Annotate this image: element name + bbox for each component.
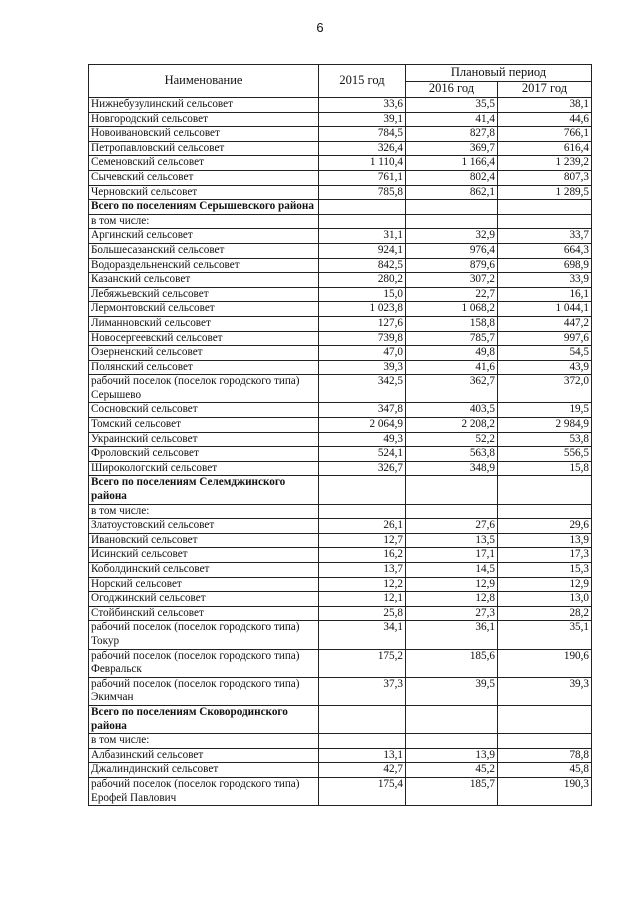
value-2016 — [406, 734, 498, 749]
value-2016: 35,5 — [406, 98, 498, 113]
table-row — [89, 621, 592, 649]
value-2015 — [319, 504, 406, 519]
header-2016: 2016 год — [406, 81, 498, 98]
value-2015: 13,1 — [319, 748, 406, 763]
row-name: Новосергеевский сельсовет — [89, 331, 319, 346]
value-2017: 15,8 — [498, 461, 592, 476]
table-row — [89, 127, 592, 142]
value-2017: 766,1 — [498, 127, 592, 142]
value-2015: 784,5 — [319, 127, 406, 142]
value-2016: 307,2 — [406, 273, 498, 288]
value-2015: 175,4 — [319, 777, 406, 805]
value-2016: 49,8 — [406, 346, 498, 361]
row-name: Новоивановский сельсовет — [89, 127, 319, 142]
table-body — [89, 98, 592, 806]
table-row — [89, 432, 592, 447]
table-row — [89, 258, 592, 273]
table-row — [89, 229, 592, 244]
value-2017: 44,6 — [498, 112, 592, 127]
value-2017: 13,9 — [498, 533, 592, 548]
row-name: Озерненский сельсовет — [89, 346, 319, 361]
row-name: в том числе: — [89, 504, 319, 519]
value-2017 — [498, 200, 592, 215]
value-2017: 698,9 — [498, 258, 592, 273]
value-2017: 33,7 — [498, 229, 592, 244]
table-row — [89, 346, 592, 361]
value-2015: 12,7 — [319, 533, 406, 548]
value-2016: 1 068,2 — [406, 302, 498, 317]
value-2016: 27,3 — [406, 606, 498, 621]
value-2017: 372,0 — [498, 375, 592, 403]
row-name: Стойбинский сельсовет — [89, 606, 319, 621]
value-2016: 39,5 — [406, 677, 498, 705]
value-2015: 16,2 — [319, 548, 406, 563]
value-2017: 1 239,2 — [498, 156, 592, 171]
value-2015: 13,7 — [319, 563, 406, 578]
value-2016: 36,1 — [406, 621, 498, 649]
value-2015: 739,8 — [319, 331, 406, 346]
table-row — [89, 447, 592, 462]
value-2015: 785,8 — [319, 185, 406, 200]
row-name: Норский сельсовет — [89, 577, 319, 592]
value-2017: 78,8 — [498, 748, 592, 763]
row-name: Большесазанский сельсовет — [89, 243, 319, 258]
value-2016: 976,4 — [406, 243, 498, 258]
row-name: Украинский сельсовет — [89, 432, 319, 447]
table-row — [89, 316, 592, 331]
value-2017: 616,4 — [498, 141, 592, 156]
value-2016: 563,8 — [406, 447, 498, 462]
value-2016: 32,9 — [406, 229, 498, 244]
value-2017: 12,9 — [498, 577, 592, 592]
value-2015: 1 110,4 — [319, 156, 406, 171]
row-name: рабочий поселок (поселок городского типа) Токур — [89, 621, 319, 649]
value-2016: 862,1 — [406, 185, 498, 200]
value-2016 — [406, 476, 498, 504]
value-2015: 33,6 — [319, 98, 406, 113]
value-2016 — [406, 200, 498, 215]
header-2017: 2017 год — [498, 81, 592, 98]
value-2017: 19,5 — [498, 403, 592, 418]
value-2015: 842,5 — [319, 258, 406, 273]
row-name: Всего по поселениям Селемджинского района — [89, 476, 319, 504]
value-2016: 52,2 — [406, 432, 498, 447]
row-name: Петропавловский сельсовет — [89, 141, 319, 156]
value-2016 — [406, 214, 498, 229]
value-2016: 17,1 — [406, 548, 498, 563]
table-row — [89, 677, 592, 705]
row-name: Джалиндинский сельсовет — [89, 763, 319, 778]
row-name: Огоджинский сельсовет — [89, 592, 319, 607]
row-name: рабочий поселок (поселок городского типа) Февральск — [89, 649, 319, 677]
value-2017: 997,6 — [498, 331, 592, 346]
value-2017: 43,9 — [498, 360, 592, 375]
value-2015 — [319, 734, 406, 749]
row-name: в том числе: — [89, 734, 319, 749]
value-2016: 185,7 — [406, 777, 498, 805]
row-name: рабочий поселок (поселок городского типа) Серышево — [89, 375, 319, 403]
value-2016: 1 166,4 — [406, 156, 498, 171]
table-row — [89, 533, 592, 548]
header-plan-period: Плановый период — [406, 65, 592, 82]
table-row — [89, 156, 592, 171]
value-2017: 29,6 — [498, 519, 592, 534]
value-2015: 761,1 — [319, 170, 406, 185]
table-row — [89, 214, 592, 229]
row-name: Фроловский сельсовет — [89, 447, 319, 462]
row-name: Водораздельненский сельсовет — [89, 258, 319, 273]
value-2015: 39,3 — [319, 360, 406, 375]
table-row — [89, 606, 592, 621]
table-row — [89, 403, 592, 418]
value-2015: 37,3 — [319, 677, 406, 705]
value-2017: 807,3 — [498, 170, 592, 185]
value-2015: 26,1 — [319, 519, 406, 534]
value-2016: 41,6 — [406, 360, 498, 375]
row-name: Новгородский сельсовет — [89, 112, 319, 127]
row-name: Исинский сельсовет — [89, 548, 319, 563]
value-2016: 41,4 — [406, 112, 498, 127]
value-2015: 25,8 — [319, 606, 406, 621]
value-2017: 1 289,5 — [498, 185, 592, 200]
table-row — [89, 273, 592, 288]
value-2016: 362,7 — [406, 375, 498, 403]
value-2017: 39,3 — [498, 677, 592, 705]
row-name: Черновский сельсовет — [89, 185, 319, 200]
value-2015: 524,1 — [319, 447, 406, 462]
value-2015: 42,7 — [319, 763, 406, 778]
table-row — [89, 170, 592, 185]
value-2016: 158,8 — [406, 316, 498, 331]
page-number: 6 — [316, 20, 324, 35]
value-2016: 13,9 — [406, 748, 498, 763]
value-2017: 664,3 — [498, 243, 592, 258]
table-row — [89, 360, 592, 375]
value-2015: 39,1 — [319, 112, 406, 127]
table-row — [89, 577, 592, 592]
value-2015: 326,7 — [319, 461, 406, 476]
table-row — [89, 375, 592, 403]
table-row — [89, 302, 592, 317]
row-name: Казанский сельсовет — [89, 273, 319, 288]
table-row — [89, 331, 592, 346]
value-2017: 38,1 — [498, 98, 592, 113]
value-2015 — [319, 200, 406, 215]
value-2017: 28,2 — [498, 606, 592, 621]
table-row — [89, 548, 592, 563]
row-name: Албазинский сельсовет — [89, 748, 319, 763]
row-name: Широкологский сельсовет — [89, 461, 319, 476]
value-2017: 556,5 — [498, 447, 592, 462]
value-2017 — [498, 504, 592, 519]
value-2017: 17,3 — [498, 548, 592, 563]
value-2015: 12,1 — [319, 592, 406, 607]
table-row — [89, 243, 592, 258]
row-name: Томский сельсовет — [89, 418, 319, 433]
header-name: Наименование — [89, 65, 319, 98]
value-2015: 342,5 — [319, 375, 406, 403]
group-header-row — [89, 476, 592, 504]
table-row — [89, 592, 592, 607]
row-name: Всего по поселениям Сковородинского района — [89, 705, 319, 733]
row-name: в том числе: — [89, 214, 319, 229]
value-2015 — [319, 476, 406, 504]
row-name: Коболдинский сельсовет — [89, 563, 319, 578]
row-name: Лиманновский сельсовет — [89, 316, 319, 331]
table-row — [89, 418, 592, 433]
value-2016 — [406, 504, 498, 519]
table-row — [89, 112, 592, 127]
table-row — [89, 519, 592, 534]
value-2017: 190,6 — [498, 649, 592, 677]
value-2016: 12,9 — [406, 577, 498, 592]
table-row — [89, 287, 592, 302]
value-2017 — [498, 734, 592, 749]
value-2017: 53,8 — [498, 432, 592, 447]
value-2017: 190,3 — [498, 777, 592, 805]
value-2015: 34,1 — [319, 621, 406, 649]
value-2017 — [498, 214, 592, 229]
value-2015: 49,3 — [319, 432, 406, 447]
value-2016: 13,5 — [406, 533, 498, 548]
value-2015: 347,8 — [319, 403, 406, 418]
row-name: Златоустовский сельсовет — [89, 519, 319, 534]
table-row — [89, 649, 592, 677]
value-2015: 924,1 — [319, 243, 406, 258]
row-name: Сычевский сельсовет — [89, 170, 319, 185]
value-2017 — [498, 705, 592, 733]
value-2017: 35,1 — [498, 621, 592, 649]
table-row — [89, 763, 592, 778]
value-2015: 1 023,8 — [319, 302, 406, 317]
table-row — [89, 461, 592, 476]
value-2015: 326,4 — [319, 141, 406, 156]
value-2016: 14,5 — [406, 563, 498, 578]
table-header — [89, 65, 592, 98]
table-row — [89, 141, 592, 156]
row-name: Полянский сельсовет — [89, 360, 319, 375]
row-name: Всего по поселениям Серышевского района — [89, 200, 319, 215]
value-2017: 33,9 — [498, 273, 592, 288]
row-name: Нижнебузулинский сельсовет — [89, 98, 319, 113]
row-name: Семеновский сельсовет — [89, 156, 319, 171]
group-header-row — [89, 705, 592, 733]
budget-table — [88, 64, 592, 806]
value-2015: 12,2 — [319, 577, 406, 592]
value-2015 — [319, 705, 406, 733]
value-2015: 280,2 — [319, 273, 406, 288]
value-2015 — [319, 214, 406, 229]
value-2017: 45,8 — [498, 763, 592, 778]
value-2017: 15,3 — [498, 563, 592, 578]
header-2015: 2015 год — [319, 65, 406, 98]
value-2016: 348,9 — [406, 461, 498, 476]
table-row — [89, 504, 592, 519]
value-2017: 1 044,1 — [498, 302, 592, 317]
value-2017: 54,5 — [498, 346, 592, 361]
value-2015: 175,2 — [319, 649, 406, 677]
value-2016: 879,6 — [406, 258, 498, 273]
value-2016: 45,2 — [406, 763, 498, 778]
value-2017: 447,2 — [498, 316, 592, 331]
value-2016: 185,6 — [406, 649, 498, 677]
table-row — [89, 98, 592, 113]
value-2016: 802,4 — [406, 170, 498, 185]
row-name: Сосновский сельсовет — [89, 403, 319, 418]
value-2016: 785,7 — [406, 331, 498, 346]
value-2017: 16,1 — [498, 287, 592, 302]
value-2016: 2 208,2 — [406, 418, 498, 433]
row-name: Ивановский сельсовет — [89, 533, 319, 548]
value-2016: 827,8 — [406, 127, 498, 142]
row-name: Аргинский сельсовет — [89, 229, 319, 244]
value-2016 — [406, 705, 498, 733]
table-row — [89, 185, 592, 200]
value-2015: 31,1 — [319, 229, 406, 244]
table-row — [89, 777, 592, 805]
value-2015: 127,6 — [319, 316, 406, 331]
row-name: Лермонтовский сельсовет — [89, 302, 319, 317]
value-2015: 15,0 — [319, 287, 406, 302]
row-name: Лебяжьевский сельсовет — [89, 287, 319, 302]
value-2016: 22,7 — [406, 287, 498, 302]
row-name: рабочий поселок (поселок городского типа) Ерофей Павлович — [89, 777, 319, 805]
value-2016: 12,8 — [406, 592, 498, 607]
value-2015: 2 064,9 — [319, 418, 406, 433]
table-row — [89, 748, 592, 763]
table-row — [89, 734, 592, 749]
value-2017: 13,0 — [498, 592, 592, 607]
value-2016: 369,7 — [406, 141, 498, 156]
value-2017: 2 984,9 — [498, 418, 592, 433]
value-2016: 27,6 — [406, 519, 498, 534]
group-header-row — [89, 200, 592, 215]
value-2016: 403,5 — [406, 403, 498, 418]
table-row — [89, 563, 592, 578]
value-2017 — [498, 476, 592, 504]
value-2015: 47,0 — [319, 346, 406, 361]
row-name: рабочий поселок (поселок городского типа) Экимчан — [89, 677, 319, 705]
